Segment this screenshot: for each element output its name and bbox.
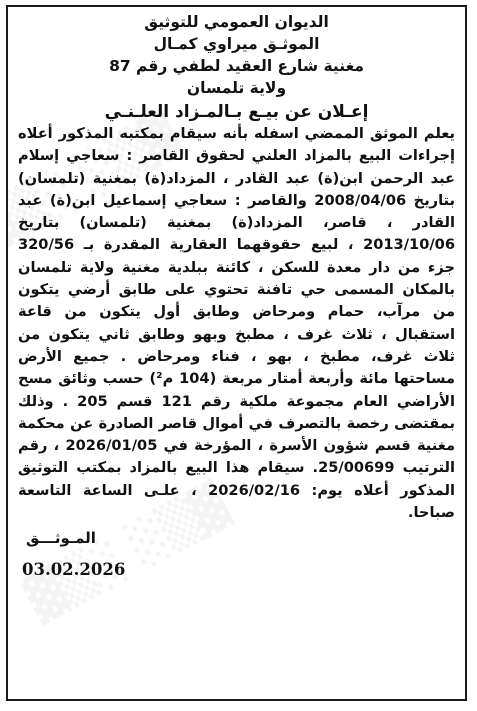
office-address: مغنية شارع العقيد لطفي رقم 87 xyxy=(109,57,364,75)
signature-label: المـوثـــق xyxy=(26,529,96,548)
notice-title: إعـلان عن بيـع بـالمـزاد العلـنـي xyxy=(104,102,369,122)
notice-frame xyxy=(6,5,467,701)
notice-body: يعلم الموثق الممضي اسفله بأنه سيقام بمكتبه المذكور أعلاه إجراءات البيع بالمزاد العلني لحقوق القاصر : سعاجي إسلام عبد الرحمن ابن(ة) عبد القادر ، المزداد(ة) بمغنية (تلمسان) بتاريخ 2008/04/06 والقاصر : سعاجي إسماعيل ابن(ة) عبد القادر ، قاصر، المزداد(ة) بمغنية (تلمسان) بتاريخ 2013/10/06 ، لبيع حقوقهما العقارية المقدرة بـ 320/56 جزء من دار معدة للسكن ، كائنة ببلدية مغنية ولاية تلمسان بالمكان المسمى حي تافنة تحتوي على طابق أرضي يتكون من مرآب، حمام ومرحاض وطابق أول يتكون من قاعة استقبال ، ثلاث غرف ، مطبخ وبهو وطابق ثاني يتكون من ثلاث غرف، مطبخ ، بهو ، فناء ومرحاض . جميع الأرض مساحتها مائة وأربعة أمتار مربعة (104 م²) حسب وثائق مسح الأراضي العام مجموعة ملكية رقم 121 قسم 205 . وذلك بمقتضى رخصة بالتصرف في أموال قاصر الصادرة عن محكمة مغنية قسم شؤون الأسرة ، المؤرخة في 2026/01/05 ، رقم الترتيب 25/00699. سيقام هذا البيع بالمزاد بمكتب التوثيق المذكور أعلاه يوم: 2026/02/16 ، علـى الساعة التاسعة صباحا. xyxy=(18,125,455,522)
province-name: ولاية تلمسان xyxy=(186,79,287,97)
office-name: الديوان العمومي للتوثيق xyxy=(144,13,329,31)
notice-header xyxy=(8,7,465,123)
signature-date: 03.02.2026 xyxy=(22,560,126,580)
notary-name: الموثـق ميراوي كمـال xyxy=(153,35,320,53)
